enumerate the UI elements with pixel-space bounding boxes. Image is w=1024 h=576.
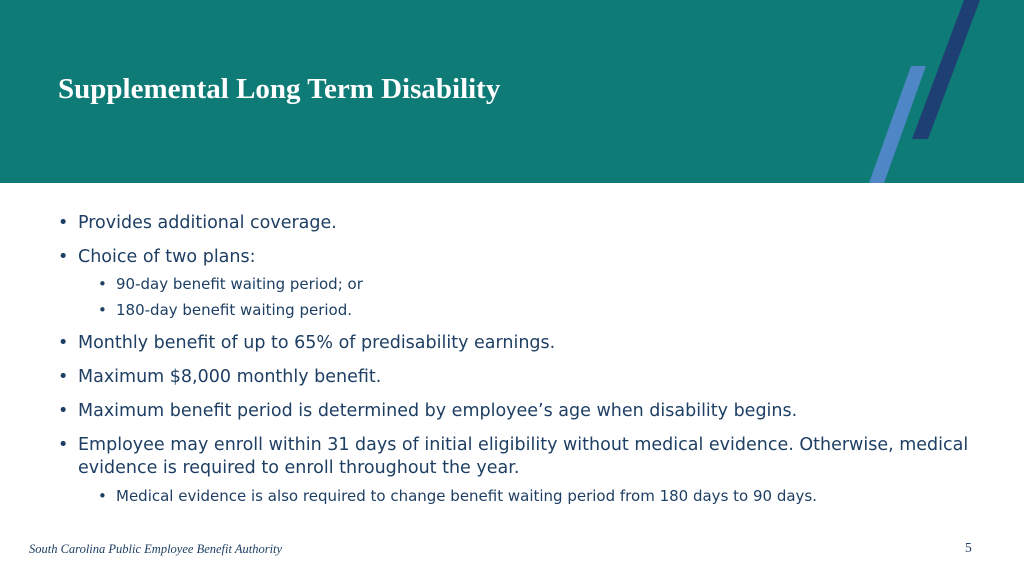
- sub-bullet-item: • Medical evidence is also required to change benefit waiting period from 180 days to 90 days.: [58, 486, 978, 506]
- bullet-item: • Provides additional coverage.: [58, 212, 978, 235]
- sub-bullet-list: [58, 274, 978, 320]
- bullet-item: • Employee may enroll within 31 days of initial eligibility without medical evidence. Otherwise, medical evidence is required to enroll throughout the year.: [58, 434, 978, 480]
- footer-organization: South Carolina Public Employee Benefit Authority: [29, 542, 283, 556]
- header-banner: [0, 0, 1024, 183]
- bullet-item: • Choice of two plans:: [58, 246, 978, 269]
- slide-title: Supplemental Long Term Disability: [58, 73, 501, 105]
- decorative-stripes: [0, 0, 1024, 183]
- sub-bullet-item: • 180-day benefit waiting period.: [58, 300, 978, 320]
- bullet-list: [58, 212, 978, 518]
- bullet-item: • Monthly benefit of up to 65% of predisability earnings.: [58, 332, 978, 355]
- page-number: 5: [965, 540, 972, 555]
- bullet-item: • Maximum benefit period is determined by employee’s age when disability begins.: [58, 400, 978, 423]
- bullet-item: • Maximum $8,000 monthly benefit.: [58, 366, 978, 389]
- sub-bullet-list: [58, 486, 978, 506]
- sub-bullet-item: • 90-day benefit waiting period; or: [58, 274, 978, 294]
